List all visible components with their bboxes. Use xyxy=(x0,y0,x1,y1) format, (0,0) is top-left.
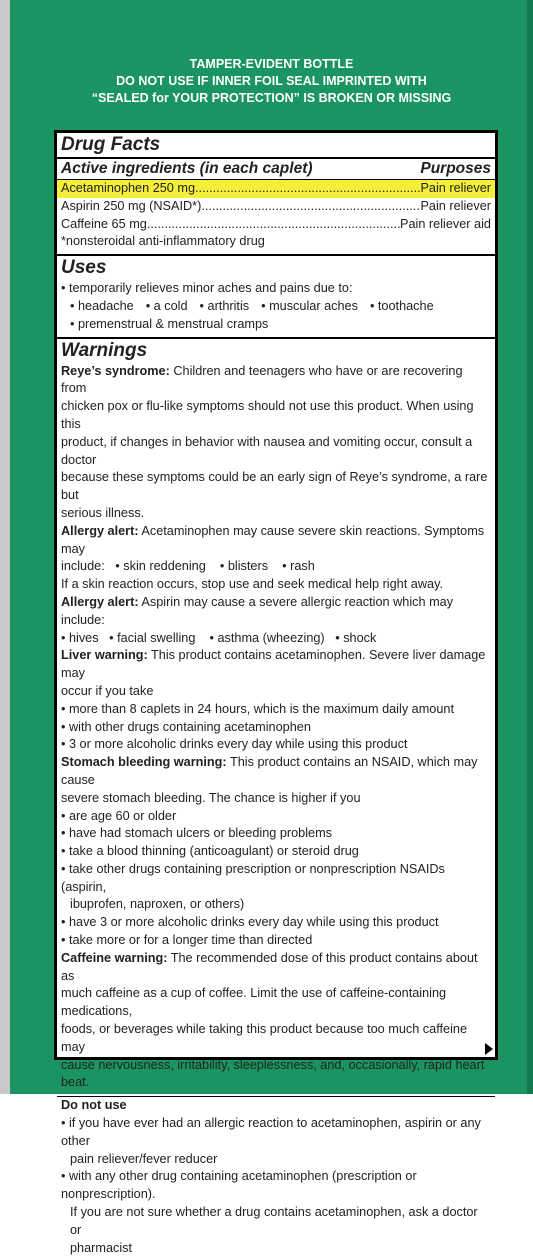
text-line: If a skin reaction occurs, stop use and seek medical help right away. xyxy=(61,577,443,592)
text-line: foods, or beverages while taking this product because too much caffeine may xyxy=(61,1022,468,1054)
uses-intro: • temporarily relieves minor aches and pains due to: xyxy=(61,281,353,296)
text-line: ibuprofen, naproxen, or others) xyxy=(70,897,245,912)
text-line: product, if changes in behavior with nausea and vomiting occur, consult a doctor xyxy=(61,434,473,467)
list-item: • with any other drug containing acetaminophen (prescription or nonprescription). xyxy=(61,1169,417,1202)
ingredient-row: Aspirin 250 mg (NSAID*) ..... Pain reliever xyxy=(61,198,491,216)
list-item: • take a blood thinning (anticoagulant) or steroid drug xyxy=(61,844,359,859)
warnings-title: Warnings xyxy=(61,339,148,361)
list-item: • if you have ever had an allergic reaction to acetaminophen, aspirin or any other xyxy=(61,1116,481,1148)
ingredient-row: Acetaminophen 250 mg ..... Pain reliever xyxy=(57,180,495,198)
list-item: • more than 8 caplets in 24 hours, which is the maximum daily amount xyxy=(61,701,455,716)
text-line: • hives • facial swelling • asthma (wheezing) • shock xyxy=(61,630,377,645)
active-ingredients-header xyxy=(61,159,491,179)
uses-item: • arthritis xyxy=(199,298,250,313)
drug-facts-panel xyxy=(54,130,498,1255)
uses-item: • muscular aches xyxy=(261,298,358,313)
tamper-line-1: TAMPER-EVIDENT BOTTLE xyxy=(189,57,354,71)
box-edge xyxy=(527,0,533,1094)
text-line: pharmacist xyxy=(70,1240,133,1255)
continue-arrow-icon xyxy=(485,1043,493,1055)
tamper-line-2: DO NOT USE IF INNER FOIL SEAL IMPRINTED WITH xyxy=(116,74,427,88)
list-item: • with other drugs containing acetaminophen xyxy=(61,719,311,734)
text-line: cause nervousness, irritability, sleeplessness, and, occasionally, rapid heart beat. xyxy=(61,1057,485,1090)
uses-item: • headache xyxy=(70,298,134,313)
stomach-bleeding-warning: Stomach bleeding warning: This product contains an NSAID, which may cause xyxy=(61,755,478,787)
do-not-use-title: Do not use xyxy=(61,1098,127,1113)
list-item: • have had stomach ulcers or bleeding problems xyxy=(61,826,333,841)
text-line: chicken pox or flu-like symptoms should not use this product. When using this xyxy=(61,399,474,431)
drug-facts-title: Drug Facts xyxy=(61,134,161,155)
nsaid-footnote: *nonsteroidal anti-inflammatory drug xyxy=(61,234,265,249)
list-item: • take more or for a longer time than directed xyxy=(61,933,313,948)
list-item: • take other drugs containing prescription or nonprescription NSAIDs (aspirin, xyxy=(61,861,445,894)
uses-item: • premenstrual & menstrual cramps xyxy=(70,316,269,331)
text-line: pain reliever/fever reducer xyxy=(70,1151,218,1166)
text-line: serious illness. xyxy=(61,505,145,520)
text-line: If you are not sure whether a drug contains acetaminophen, ask a doctor or xyxy=(70,1205,478,1237)
list-item: • are age 60 or older xyxy=(61,808,177,823)
text-line: include: • skin reddening • blisters • rash xyxy=(61,559,315,574)
text-line: severe stomach bleeding. The chance is higher if you xyxy=(61,790,361,805)
uses-list xyxy=(61,298,491,316)
tamper-line-3: “SEALED for YOUR PROTECTION” IS BROKEN OR MISSING xyxy=(91,91,452,105)
ingredient-row: Caffeine 65 mg ..... Pain reliever aid xyxy=(61,216,491,234)
text-line: because these symptoms could be an early sign of Reye’s syndrome, a rare but xyxy=(61,470,488,503)
uses-title: Uses xyxy=(61,257,107,279)
list-item: • 3 or more alcoholic drinks every day while using this product xyxy=(61,737,408,752)
uses-item: • a cold xyxy=(145,298,188,313)
list-item: • have 3 or more alcoholic drinks every day while using this product xyxy=(61,915,439,930)
allergy-alert-aspirin: Allergy alert: Aspirin may cause a severe allergic reaction which may include: xyxy=(61,594,454,627)
reye-warning: Reye’s syndrome: Children and teenagers who have or are recovering from xyxy=(61,363,463,396)
purposes-label: Purposes xyxy=(420,160,491,177)
caffeine-warning: Caffeine warning: The recommended dose of this product contains about as xyxy=(61,950,478,983)
uses-item: • toothache xyxy=(369,298,434,313)
text-line: much caffeine as a cup of coffee. Limit the use of caffeine-containing medications, xyxy=(61,986,447,1019)
liver-warning: Liver warning: This product contains acetaminophen. Severe liver damage may xyxy=(61,648,486,681)
active-ingredients-label: Active ingredients (in each caplet) xyxy=(61,160,313,177)
tamper-evident-notice xyxy=(10,56,533,107)
allergy-alert-acetaminophen: Allergy alert: Acetaminophen may cause severe skin reactions. Symptoms may xyxy=(61,523,485,556)
text-line: occur if you take xyxy=(61,683,154,698)
